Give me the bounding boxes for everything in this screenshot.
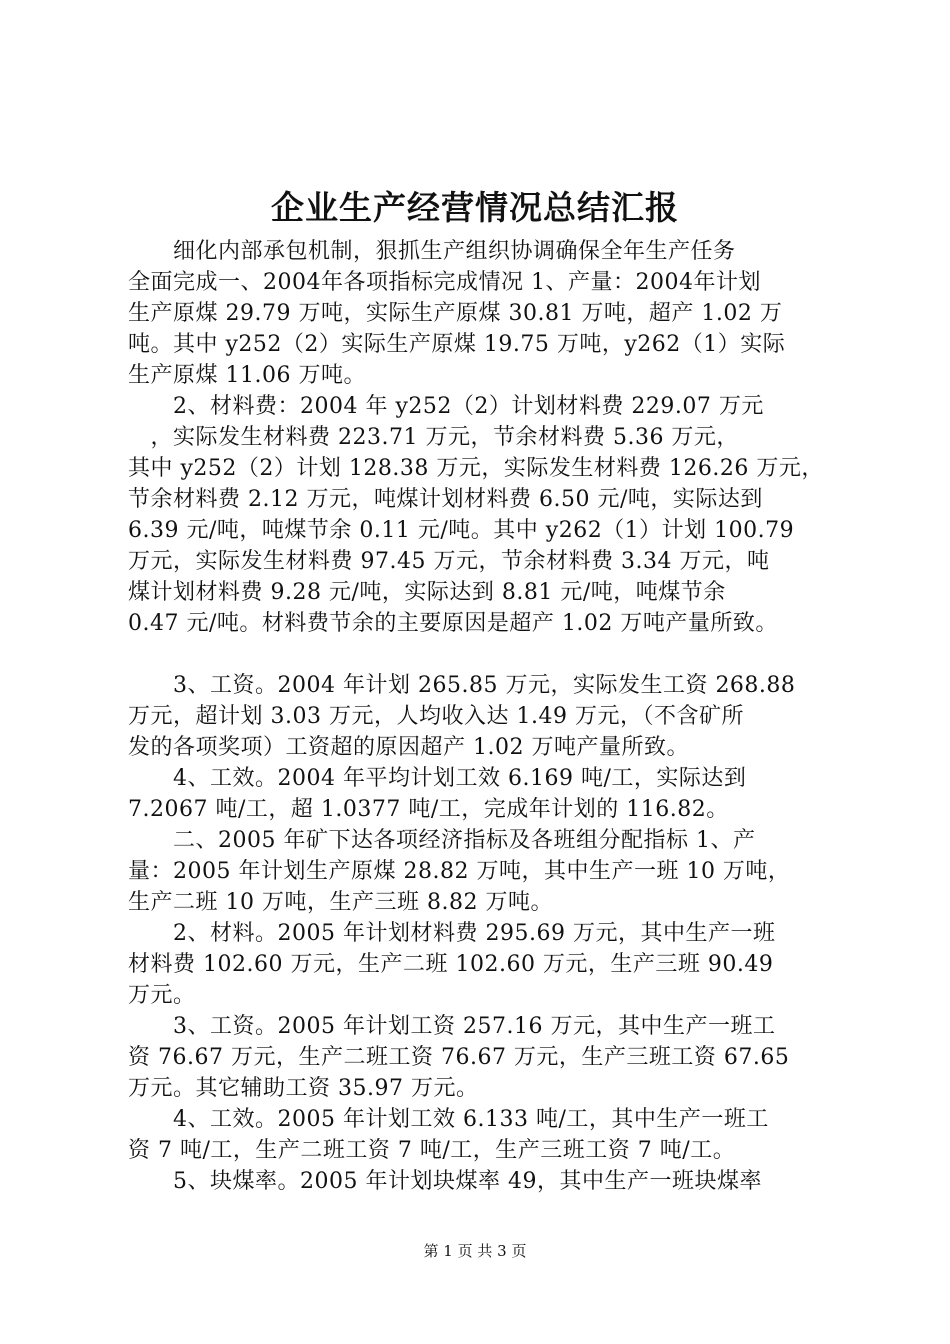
document-title: 企业生产经营情况总结汇报 [271, 188, 679, 227]
body-line: 生产原煤 29.79 万吨，实际生产原煤 30.81 万吨，超产 1.02 万 [128, 301, 783, 326]
body-line: 4、工效。2004 年平均计划工效 6.169 吨/工，实际达到 [128, 766, 747, 791]
body-line: 2、材料。2005 年计划材料费 295.69 万元，其中生产一班 [128, 921, 776, 946]
body-line: 6.39 元/吨，吨煤节余 0.11 元/吨。其中 y262（1）计划 100.79 [128, 518, 795, 543]
body-line: 煤计划材料费 9.28 元/吨，实际达到 8.81 元/吨，吨煤节余 [128, 580, 726, 605]
body-line: 资 7 吨/工，生产二班工资 7 吨/工，生产三班工资 7 吨/工。 [128, 1138, 736, 1163]
body-line: 发的各项奖项）工资超的原因超产 1.02 万吨产量所致。 [128, 735, 689, 760]
body-line: 0.47 元/吨。材料费节余的主要原因是超产 1.02 万吨产量所致。 [128, 611, 778, 636]
body-line: 其中 y252（2）计划 128.38 万元，实际发生材料费 126.26 万元， [128, 456, 824, 481]
body-line: 细化内部承包机制，狠抓生产组织协调确保全年生产任务 [128, 239, 736, 264]
body-line: 万元，实际发生材料费 97.45 万元，节余材料费 3.34 万元，吨 [128, 549, 770, 574]
body-line: 3、工资。2004 年计划 265.85 万元，实际发生工资 268.88 [128, 673, 796, 698]
body-line: 5、块煤率。2005 年计划块煤率 49，其中生产一班块煤率 [128, 1169, 762, 1194]
body-line: ，实际发生材料费 223.71 万元，节余材料费 5.36 万元， [128, 425, 739, 450]
page-number-footer: 第 1 页 共 3 页 [423, 1242, 527, 1260]
document-body [128, 236, 834, 1197]
body-line: 节余材料费 2.12 万元，吨煤计划材料费 6.50 元/吨，实际达到 [128, 487, 763, 512]
body-line: 材料费 102.60 万元，生产二班 102.60 万元，生产三班 90.49 [128, 952, 774, 977]
body-line: 万元。其它辅助工资 35.97 万元。 [128, 1076, 479, 1101]
body-line: 量：2005 年计划生产原煤 28.82 万吨，其中生产一班 10 万吨， [128, 859, 791, 884]
body-line: 万元，超计划 3.03 万元，人均收入达 1.49 万元，（不含矿所 [128, 704, 744, 729]
body-line: 资 76.67 万元，生产二班工资 76.67 万元，生产三班工资 67.65 [128, 1045, 790, 1070]
body-line: 全面完成一、2004年各项指标完成情况 1、产量：2004年计划 [128, 270, 761, 295]
body-line: 二、2005 年矿下达各项经济指标及各班组分配指标 1、产 [128, 828, 756, 853]
body-line: 4、工效。2005 年计划工效 6.133 吨/工，其中生产一班工 [128, 1107, 769, 1132]
body-line: 2、材料费：2004 年 y252（2）计划材料费 229.07 万元 [128, 394, 764, 419]
body-line: 生产原煤 11.06 万吨。 [128, 363, 366, 388]
body-line: 7.2067 吨/工，超 1.0377 吨/工，完成年计划的 116.82。 [128, 797, 729, 822]
body-line: 吨。其中 y252（2）实际生产原煤 19.75 万吨，y262（1）实际 [128, 332, 786, 357]
body-line: 万元。 [128, 983, 196, 1008]
body-line: 3、工资。2005 年计划工资 257.16 万元，其中生产一班工 [128, 1014, 776, 1039]
body-line: 生产二班 10 万吨，生产三班 8.82 万吨。 [128, 890, 553, 915]
paragraph-gap [128, 639, 834, 670]
